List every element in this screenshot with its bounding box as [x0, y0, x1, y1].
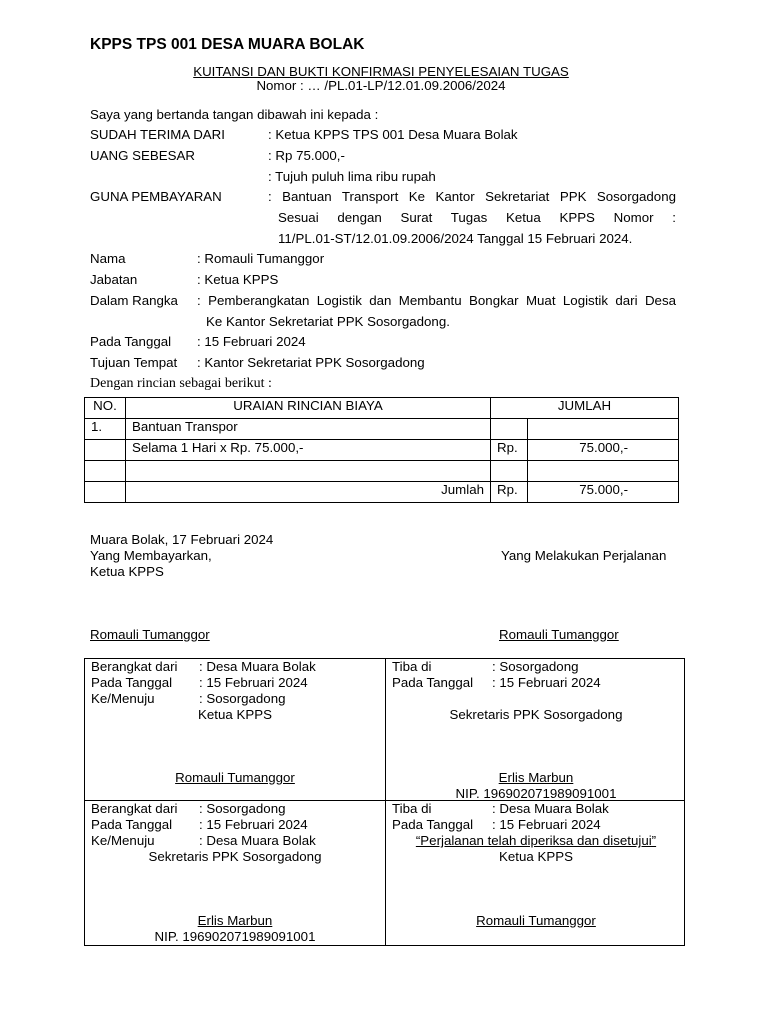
departure-date-label: Pada Tanggal — [91, 675, 173, 690]
context-label: Dalam Rangka — [90, 293, 178, 308]
header-no: NO. — [85, 398, 126, 419]
received-from-value: : Ketua KPPS TPS 001 Desa Muara Bolak — [268, 127, 518, 142]
destination-value: : Desa Muara Bolak — [199, 833, 316, 848]
arrival-date-value: : 15 Februari 2024 — [492, 817, 601, 832]
table-row — [85, 461, 679, 482]
departure-cell-1 — [85, 659, 385, 799]
traveler-label: Yang Melakukan Perjalanan — [501, 548, 667, 563]
signer-name: Erlis Marbun — [197, 913, 273, 928]
destination-value: : Sosorgadong — [199, 691, 286, 706]
row-description: Bantuan Transpor — [126, 419, 491, 440]
date-label: Pada Tanggal — [90, 334, 172, 349]
table-header-row — [85, 398, 679, 419]
date-value: : 15 Februari 2024 — [197, 334, 306, 349]
empty-cell — [85, 461, 126, 482]
signer-name: Romauli Tumanggor — [476, 913, 596, 928]
details-intro: Dengan rincian sebagai berikut : — [90, 376, 272, 391]
arrival-at-value: : Sosorgadong — [492, 659, 579, 674]
amount-words: : Tujuh puluh lima ribu rupah — [268, 169, 436, 184]
table-row — [85, 419, 679, 440]
departure-from-value: : Sosorgadong — [199, 801, 286, 816]
purpose-line-1: : Bantuan Transport Ke Kantor Sekretariat PPK Sosorgadong — [268, 189, 676, 204]
empty-cell — [126, 461, 491, 482]
signer-nip: NIP. 196902071989091001 — [455, 786, 617, 801]
approval-note: “Perjalanan telah diperiksa dan disetujui” — [415, 833, 657, 848]
table-total-row — [85, 482, 679, 503]
amount-label: UANG SEBESAR — [90, 148, 195, 163]
destination-label: Ke/Menuju — [91, 691, 155, 706]
empty-cell — [491, 461, 528, 482]
page-title: KPPS TPS 001 DESA MUARA BOLAK — [90, 36, 365, 53]
arrival-date-label: Pada Tanggal — [392, 675, 474, 690]
received-from-label: SUDAH TERIMA DARI — [90, 127, 225, 142]
purpose-label: GUNA PEMBAYARAN — [90, 189, 222, 204]
arrival-at-label: Tiba di — [392, 659, 432, 674]
signer-name: Erlis Marbun — [498, 770, 574, 785]
name-value: : Romauli Tumanggor — [197, 251, 325, 266]
position-label: Jabatan — [90, 272, 138, 287]
amount-value: : Rp 75.000,- — [268, 148, 345, 163]
place-date: Muara Bolak, 17 Februari 2024 — [90, 532, 274, 547]
empty-cell — [85, 482, 126, 503]
signer-name: Romauli Tumanggor — [175, 770, 295, 785]
row-amount — [528, 419, 679, 440]
document-number: Nomor : … /PL.01-LP/12.01.09.2006/2024 — [256, 78, 506, 93]
arrival-date-label: Pada Tanggal — [392, 817, 474, 832]
arrival-cell-1 — [386, 659, 686, 799]
travel-confirmation-grid — [84, 658, 685, 946]
arrival-date-value: : 15 Februari 2024 — [492, 675, 601, 690]
purpose-line-2: Sesuai dengan Surat Tugas Ketua KPPS Nomor : — [278, 210, 676, 225]
arrival-at-value: : Desa Muara Bolak — [492, 801, 609, 816]
payer-title: Ketua KPPS — [90, 564, 164, 579]
header-amount: JUMLAH — [491, 398, 679, 419]
departure-date-label: Pada Tanggal — [91, 817, 173, 832]
empty-cell — [528, 461, 679, 482]
signer-title: Ketua KPPS — [198, 707, 272, 722]
payer-name: Romauli Tumanggor — [90, 627, 210, 642]
row-amount: 75.000,- — [528, 440, 679, 461]
name-label: Nama — [90, 251, 126, 266]
total-amount: 75.000,- — [528, 482, 679, 503]
total-currency: Rp. — [491, 482, 528, 503]
document-title: KUITANSI DAN BUKTI KONFIRMASI PENYELESAIAN TUGAS — [193, 64, 569, 79]
context-line-1: : Pemberangkatan Logistik dan Membantu Bongkar Muat Logistik dari Desa — [197, 293, 676, 308]
destination-value: : Kantor Sekretariat PPK Sosorgadong — [197, 355, 425, 370]
signer-title: Sekretaris PPK Sosorgadong — [148, 849, 322, 864]
departure-from-label: Berangkat dari — [91, 659, 178, 674]
row-no: 1. — [85, 419, 126, 440]
departure-date-value: : 15 Februari 2024 — [199, 817, 308, 832]
row-currency: Rp. — [491, 440, 528, 461]
signer-title: Sekretaris PPK Sosorgadong — [449, 707, 623, 722]
header-description: URAIAN RINCIAN BIAYA — [126, 398, 491, 419]
context-line-2: Ke Kantor Sekretariat PPK Sosorgadong. — [206, 314, 450, 329]
table-row — [85, 440, 679, 461]
purpose-line-3: 11/PL.01-ST/12.01.09.2006/2024 Tanggal 15 Februari 2024. — [278, 231, 633, 246]
position-value: : Ketua KPPS — [197, 272, 279, 287]
destination-label: Tujuan Tempat — [90, 355, 178, 370]
row-description: Selama 1 Hari x Rp. 75.000,- — [126, 440, 491, 461]
departure-from-value: : Desa Muara Bolak — [199, 659, 316, 674]
cost-table — [84, 397, 679, 503]
payer-label: Yang Membayarkan, — [90, 548, 212, 563]
arrival-cell-2 — [386, 801, 686, 941]
row-no — [85, 440, 126, 461]
departure-date-value: : 15 Februari 2024 — [199, 675, 308, 690]
signer-nip: NIP. 196902071989091001 — [154, 929, 316, 944]
total-label: Jumlah — [126, 482, 491, 503]
intro-text: Saya yang bertanda tangan dibawah ini kepada : — [90, 107, 379, 122]
traveler-name: Romauli Tumanggor — [499, 627, 619, 642]
destination-label: Ke/Menuju — [91, 833, 155, 848]
departure-from-label: Berangkat dari — [91, 801, 178, 816]
signer-title: Ketua KPPS — [499, 849, 573, 864]
row-currency — [491, 419, 528, 440]
arrival-at-label: Tiba di — [392, 801, 432, 816]
departure-cell-2 — [85, 801, 385, 944]
